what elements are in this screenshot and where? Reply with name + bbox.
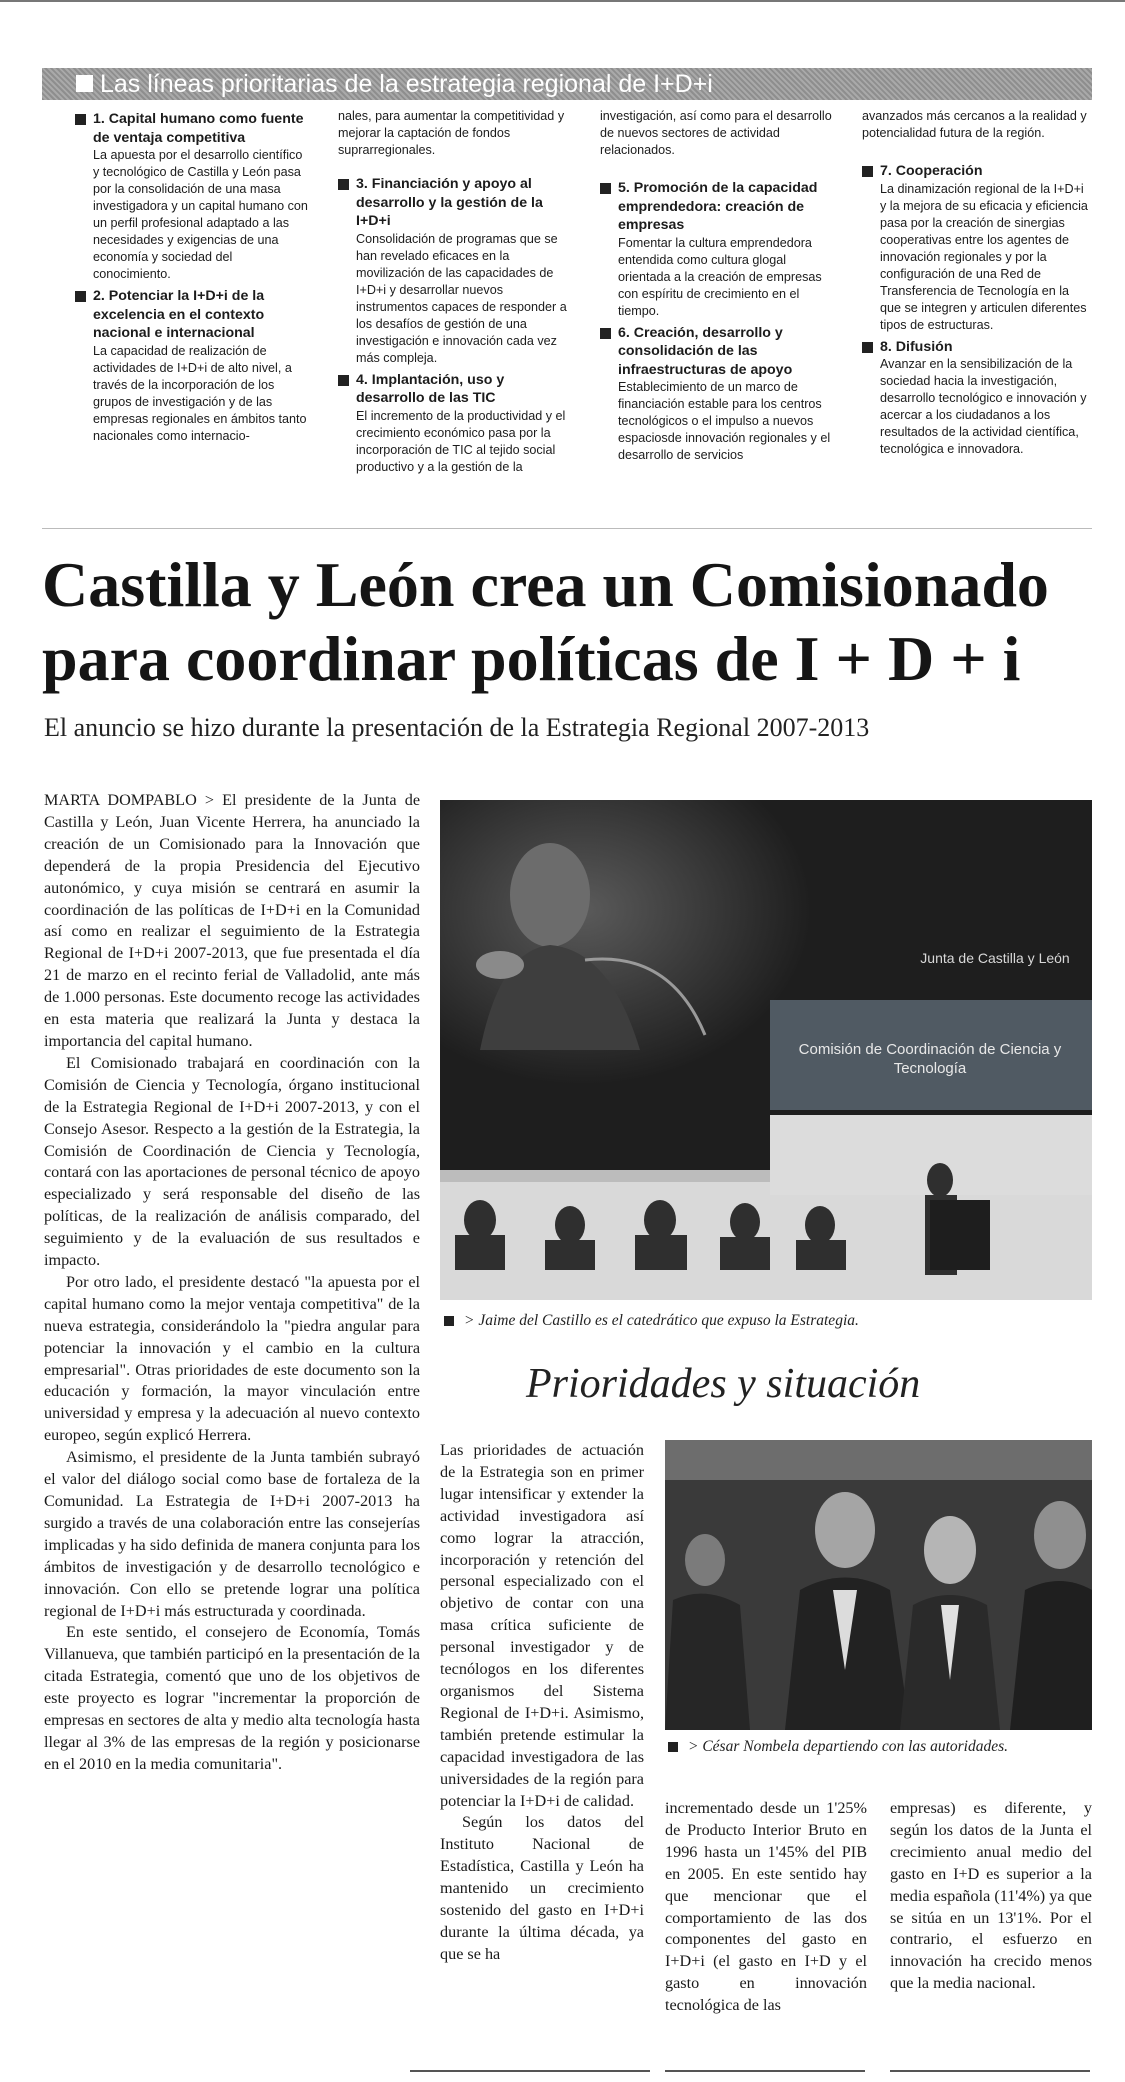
priority-item xyxy=(862,338,1092,459)
paragraph: incrementado desde un 1'25% de Producto Interior Bruto en 1996 hasta un 1'45% del PIB en 2005. En este sentido hay que mencionar que el comportamiento de las dos componentes del gasto en I+D+i (el gasto en I+D y el gasto en innovación tecnológica de las xyxy=(665,1799,867,2015)
commission-sign: Comisión de Coordinación de Ciencia y Tecnología xyxy=(798,1041,1062,1077)
article-column-2 xyxy=(440,1440,644,1966)
authorities-photo xyxy=(665,1440,1092,1730)
priority-title: 1. Capital humano como fuente de ventaja competitiva xyxy=(93,111,304,146)
section-title: Prioridades y situación xyxy=(526,1361,921,1407)
article-column-4 xyxy=(890,1798,1092,1995)
priority-body: Consolidación de programas que se han revelado eficaces en la movilización de las capacidades de I+D+i y desarrollar nuevos instrumentos capaces de responder a los desafíos de gestión de una investigación e innovación cada vez más compleja. xyxy=(356,231,567,365)
priority-continuation: nales, para aumentar la competitividad y mejorar la captación de fondos suprarregionales. xyxy=(338,109,565,157)
article-column-3 xyxy=(665,1798,867,2017)
square-bullet-icon xyxy=(862,166,873,177)
square-bullet-icon xyxy=(668,1742,678,1752)
priority-title: 2. Potenciar la I+D+i de la excelencia en el contexto nacional e internacional xyxy=(93,288,265,341)
priority-item xyxy=(862,162,1092,334)
square-bullet-icon xyxy=(338,375,349,386)
bottom-rule xyxy=(410,2070,650,2072)
box-column-2 xyxy=(338,108,568,480)
top-rule xyxy=(0,0,1125,2)
paragraph: El Comisionado trabajará en coordinación con la Comisión de Ciencia y Tecnología, órgano institucional de la Estrategia Regional de I+D+i 2007-2013, y con el Consejo Asesor. Respecto a la gestión de la Estrategia, la Comisión de Coordinación de Ciencia y Tecnología, contará con las aportaciones de personal técnico de apoyo especializado y será responsable del diseño de las políticas, de la realización de análisis comparado, del seguimiento y de la evaluación de sus resultados e impacto. xyxy=(44,1053,420,1270)
square-bullet-icon xyxy=(338,179,349,190)
paragraph: En este sentido, el consejero de Economía, Tomás Villanueva, que también participó en la presentación de la citada Estrategia, comentó que uno de los objetivos de este proyecto es lograr "incrementar la proporción de empresas en sectores de alta y medio alta tecnología hasta llegar al 3% de las empresas de la región y posicionarse en el 2010 en la media comunitaria". xyxy=(44,1623,420,1773)
authorities-photo-art xyxy=(665,1440,1092,1730)
box-column-3 xyxy=(600,108,835,468)
priority-item xyxy=(75,287,310,445)
priority-continuation: investigación, así como para el desarrollo de nuevos sectores de actividad relacionados. xyxy=(600,109,832,157)
priority-continuation: avanzados más cercanos a la realidad y potencialidad futura de la región. xyxy=(862,109,1087,140)
article-subhead: El anuncio se hizo durante la presentación de la Estrategia Regional 2007-2013 xyxy=(44,713,870,742)
box-banner xyxy=(42,68,1092,100)
bottom-rule xyxy=(665,2070,865,2072)
article-headline: Castilla y León crea un Comisionado para coordinar políticas de I + D + i xyxy=(42,549,1049,694)
priority-title: 4. Implantación, uso y desarrollo de las TIC xyxy=(356,371,505,406)
box-column-4 xyxy=(862,108,1092,462)
priority-item xyxy=(338,175,568,367)
priority-body: La dinamización regional de la I+D+i y la mejora de su eficacia y eficiencia pasa por la creación de sinergias cooperativas entre los agentes de innovación regionales y por la configuración de una Red de Transferencia de Tecnología en la que se integren y articulen diferentes tipos de estructuras. xyxy=(880,181,1088,332)
bottom-rule xyxy=(890,2070,1090,2072)
square-bullet-icon xyxy=(75,114,86,125)
photo-caption-2: > César Nombela departiendo con las autoridades. xyxy=(668,1738,1008,1756)
priority-item xyxy=(600,324,835,465)
box-divider xyxy=(42,528,1092,529)
paragraph: Por otro lado, el presidente destacó "la apuesta por el capital humano como la mejor ventaja competitiva" de la nueva estrategia, considerándolo la "piedra angular para potenciar la innovación y el cambio en la cultura empresarial". Otras prioridades de este documento son la educación y formación, la mayor vinculación entre universidad y empresa y la adecuación al nuevo contexto europeo, según explicó Herrera. xyxy=(44,1272,420,1445)
paragraph: Las prioridades de actuación de la Estrategia son en primer lugar intensificar y extender la actividad investigadora así como lograr la atracción, incorporación y retención del personal especializado con el objetivo de contar con una masa crítica suficiente de personal investigador y de tecnólogos en los diferentes organismos del Sistema Regional de I+D+i. Asimismo, también pretende estimular la capacidad investigadora de las universidades de la región para potenciar la I+D+i de calidad. xyxy=(440,1441,644,1810)
priority-body: La apuesta por el desarrollo científico y tecnológico de Castilla y León pasa por la consolidación de una masa investigadora y un capital humano con un perfil profesional adaptado a las necesidades y exigencias de una economía y sociedad del conocimiento. xyxy=(93,148,308,281)
photo-caption-1: > Jaime del Castillo es el catedrático que expuso la Estrategia. xyxy=(444,1312,859,1330)
priority-body: La capacidad de realización de actividades de I+D+i de alto nivel, a través de la incorporación de los grupos de investigación y de las empresas regionales en ámbitos tanto nacionales como internacio- xyxy=(93,343,307,443)
priority-body: Establecimiento de un marco de financiación estable para los centros tecnológicos o el impulso a nuevos espaciosde innovación regionales y el desarrollo de servicios xyxy=(618,380,831,462)
square-bullet-icon xyxy=(600,183,611,194)
priority-body: Fomentar la cultura emprendedora entendida como cultura glogal orientada a la creación de empresas con espíritu de crecimiento en el tiempo. xyxy=(618,235,822,318)
square-bullet-icon xyxy=(600,328,611,339)
junta-sign: Junta de Castilla y León xyxy=(920,950,1070,966)
box-title: Las líneas prioritarias de la estrategia regional de I+D+i xyxy=(100,70,713,98)
priority-title: 8. Difusión xyxy=(880,338,953,355)
conference-photo xyxy=(440,800,1092,1300)
box-column-1 xyxy=(75,110,310,449)
paragraph: Asimismo, el presidente de la Junta también subrayó el valor del diálogo social como base de fortaleza de la Comunidad. La Estrategia de I+D+i 2007-2013 ha surgido a través de una colaboración entre las consejerías implicadas y ha sido definida de manera conjunta para los ámbitos de investigación y de desarrollo tecnológico e innovación. Con ello se pretende lograr una política regional de I+D+i más estructurada y coordinada. xyxy=(44,1448,420,1620)
priority-item xyxy=(338,371,568,476)
square-bullet-icon xyxy=(862,342,873,353)
priority-title: 6. Creación, desarrollo y consolidación de las infraestructuras de apoyo xyxy=(618,324,793,378)
paragraph: Según los datos del Instituto Nacional de Estadística, Castilla y León ha mantenido un crecimiento sostenido del gasto en I+D+i durante la última década, ya que se ha xyxy=(440,1813,644,1963)
paragraph: MARTA DOMPABLO > El presidente de la Junta de Castilla y León, Juan Vicente Herrera, ha anunciado la creación de un Comisionado para la Innovación que dependerá de la propia Presidencia del Ejecutivo autonómico, y cuya misión se centrará en asumir la coordinación de las políticas de I+D+i en la Comunidad así como en realizar el seguimiento de la Estrategia Regional de I+D+i 2007-2013, que fue presentada el día 21 de marzo en el recinto ferial de Valladolid, ante más de 1.000 personas. Este documento recoge las actividades en esta materia que realizará la Junta y destaca la importancia del capital humano. xyxy=(44,791,420,1050)
priority-title: 3. Financiación y apoyo al desarrollo y la gestión de la I+D+i xyxy=(356,176,543,229)
priority-item xyxy=(600,179,835,320)
priority-body: El incremento de la productividad y el crecimiento económico pasa por la incorporación de TIC al tejido social productivo y a la gestión de la xyxy=(356,408,566,474)
banner-square-icon xyxy=(76,75,93,92)
priority-title: 5. Promoción de la capacidad emprendedora: creación de empresas xyxy=(618,180,818,233)
priority-title: 7. Cooperación xyxy=(880,163,983,179)
square-bullet-icon xyxy=(75,291,86,302)
priority-body: Avanzar en la sensibilización de la sociedad hacia la investigación, desarrollo tecnológico e innovación y acercar a los ciudadanos a los resultados de la actividad científica, tecnológica e innovadora. xyxy=(880,357,1087,456)
paragraph: empresas) es diferente, y según los datos de la Junta el crecimiento anual medio del gasto en I+D es superior a la media española (11'4%) ya que se sitúa en un 13'1%. Por el contrario, el esfuerzo en innovación ha crecido menos que la media nacional. xyxy=(890,1799,1092,1993)
article-column-1 xyxy=(44,790,420,1776)
priority-item xyxy=(75,110,310,283)
square-bullet-icon xyxy=(444,1316,454,1326)
